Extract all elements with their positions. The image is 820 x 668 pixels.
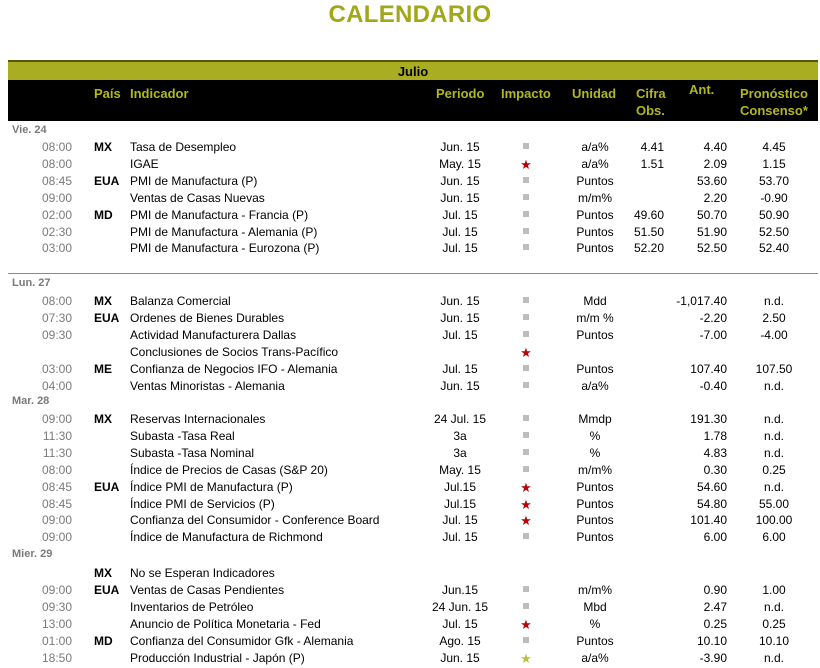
observed-value-cell: 52.20	[633, 241, 664, 256]
time-cell: 11:30	[42, 428, 72, 443]
previous-value-cell: 4.83	[703, 445, 727, 460]
impact-cell	[505, 599, 547, 616]
indicator-cell: Ventas de Casas Pendientes	[130, 582, 285, 597]
consensus-cell: 52.40	[758, 241, 790, 256]
consensus-cell: -4.00	[760, 327, 788, 342]
impact-cell	[505, 582, 547, 599]
table-row	[0, 496, 820, 513]
table-row	[0, 361, 820, 378]
table-row	[0, 650, 820, 667]
indicator-cell: Confianza de Negocios IFO - Alemania	[130, 361, 338, 376]
unit-cell: Puntos	[576, 173, 614, 188]
impact-cell	[505, 650, 547, 668]
unit-cell: Puntos	[576, 224, 614, 239]
consensus-cell: n.d.	[763, 378, 784, 393]
low-impact-square-icon	[523, 177, 529, 183]
time-cell: 08:45	[41, 173, 72, 188]
consensus-cell: 55.00	[758, 496, 790, 511]
previous-value-cell: 53.60	[696, 173, 727, 188]
unit-cell: Puntos	[576, 207, 614, 222]
header-periodo: Periodo	[436, 86, 485, 101]
country-cell: MX	[94, 294, 112, 308]
unit-cell: Puntos	[576, 361, 614, 376]
period-cell: Jul. 15	[442, 327, 478, 342]
previous-value-cell: 54.80	[696, 496, 727, 511]
period-cell: Jul. 15	[442, 616, 478, 631]
low-impact-square-icon	[523, 637, 529, 643]
time-cell: 03:00	[41, 361, 72, 376]
table-row	[0, 173, 820, 190]
indicator-cell: Anuncio de Política Monetaria - Fed	[130, 616, 321, 631]
consensus-cell: 107.50	[755, 361, 793, 376]
table-row	[0, 224, 820, 241]
observed-value-cell: 49.60	[633, 207, 664, 222]
unit-cell: Puntos	[576, 633, 614, 648]
consensus-cell: n.d.	[763, 650, 784, 665]
observed-value-cell: 1.51	[640, 156, 664, 171]
low-impact-square-icon	[523, 449, 529, 455]
impact-cell	[505, 139, 547, 156]
table-row	[0, 512, 820, 529]
header-impacto: Impacto	[501, 86, 551, 101]
indicator-cell: Balanza Comercial	[130, 294, 231, 308]
previous-value-cell: -1,017.40	[676, 294, 727, 308]
impact-cell	[505, 496, 547, 514]
consensus-cell: 50.90	[758, 207, 790, 222]
impact-cell	[505, 378, 547, 395]
day-label: Mier. 29	[12, 548, 53, 560]
indicator-cell: PMI de Manufactura - Alemania (P)	[130, 224, 318, 239]
period-cell: May. 15	[439, 156, 481, 171]
indicator-cell: Ventas Minoristas - Alemania	[130, 378, 285, 393]
table-row	[0, 310, 820, 327]
table-row	[0, 633, 820, 650]
high-impact-star-icon: ★	[520, 479, 532, 495]
time-cell: 18:50	[41, 650, 72, 665]
table-row	[0, 616, 820, 633]
previous-value-cell: 2.09	[703, 156, 727, 171]
indicator-cell: Inventarios de Petróleo	[130, 599, 254, 614]
period-cell: Jun. 15	[440, 140, 480, 154]
unit-cell: %	[589, 616, 601, 631]
country-cell: MX	[94, 412, 112, 426]
period-cell: Jul. 15	[442, 224, 478, 239]
period-cell: Jun. 15	[440, 190, 480, 205]
page-title: CALENDARIO	[328, 1, 492, 28]
impact-cell	[505, 633, 547, 650]
low-impact-square-icon	[523, 211, 529, 217]
previous-value-cell: 54.60	[696, 479, 727, 494]
consensus-cell: 4.45	[762, 140, 786, 154]
unit-cell: Puntos	[576, 496, 614, 511]
previous-value-cell: 10.10	[696, 633, 727, 648]
month-bar: Julio	[8, 60, 818, 82]
previous-value-cell: 107.40	[690, 361, 727, 376]
unit-cell: Puntos	[576, 327, 614, 342]
low-impact-square-icon	[523, 466, 529, 472]
impact-cell	[505, 207, 547, 224]
section-divider	[8, 273, 818, 274]
table-header	[8, 80, 818, 121]
low-impact-square-icon	[523, 228, 529, 234]
period-cell: Jul.15	[443, 479, 477, 494]
day-label: Vie. 24	[12, 124, 47, 136]
previous-value-cell: 6.00	[703, 530, 727, 545]
header-indicador: Indicador	[130, 86, 189, 101]
unit-cell: Puntos	[576, 479, 614, 494]
low-impact-square-icon	[523, 194, 529, 200]
country-cell: ME	[94, 361, 112, 376]
consensus-cell: n.d.	[763, 412, 784, 426]
indicator-cell: Actividad Manufacturera Dallas	[130, 327, 297, 342]
country-cell: EUA	[94, 173, 120, 188]
unit-cell: Puntos	[576, 530, 614, 545]
time-cell: 04:00	[41, 378, 72, 393]
table-row	[0, 207, 820, 224]
header-pronostico-line1: Pronóstico	[740, 86, 808, 101]
consensus-cell: 2.50	[762, 310, 786, 325]
table-row	[0, 582, 820, 599]
table-row	[0, 139, 820, 156]
indicator-cell: PMI de Manufactura (P)	[130, 173, 258, 188]
country-cell: MD	[94, 633, 113, 648]
period-cell: Jun.15	[441, 582, 479, 597]
impact-cell	[505, 173, 547, 190]
indicator-cell: Índice PMI de Manufactura (P)	[130, 479, 293, 494]
previous-value-cell: 52.50	[696, 241, 727, 256]
impact-cell	[505, 428, 547, 445]
high-impact-star-icon: ★	[520, 496, 532, 512]
high-impact-star-icon: ★	[520, 616, 532, 632]
low-impact-square-icon	[523, 415, 529, 421]
unit-cell: a/a%	[581, 156, 609, 171]
time-cell: 09:00	[41, 530, 72, 545]
time-cell: 09:00	[41, 513, 72, 528]
consensus-cell: 1.00	[762, 582, 786, 597]
unit-cell: m/m%	[578, 190, 612, 205]
day-label: Lun. 27	[12, 277, 51, 289]
table-row	[0, 565, 820, 582]
impact-cell	[505, 327, 547, 344]
table-row	[0, 529, 820, 546]
previous-value-cell: 0.90	[703, 582, 727, 597]
impact-cell	[505, 156, 547, 174]
consensus-cell: n.d.	[763, 294, 784, 308]
period-cell: Jul.15	[443, 496, 477, 511]
time-cell: 07:30	[41, 310, 72, 325]
impact-cell	[505, 616, 547, 634]
previous-value-cell: 50.70	[696, 207, 727, 222]
period-cell: 24 Jun. 15	[431, 599, 489, 614]
previous-value-cell: 1.78	[703, 428, 727, 443]
time-cell: 09:00	[41, 412, 72, 426]
indicator-cell: IGAE	[130, 156, 159, 171]
header-cifra-line2: Obs.	[636, 103, 665, 118]
indicator-cell: Índice PMI de Servicios (P)	[130, 496, 275, 511]
low-impact-square-icon	[523, 586, 529, 592]
indicator-cell: Producción Industrial - Japón (P)	[130, 650, 305, 665]
unit-cell: Puntos	[576, 513, 614, 528]
low-impact-square-icon	[523, 143, 529, 149]
table-row	[0, 479, 820, 496]
consensus-cell: n.d.	[763, 479, 784, 494]
consensus-cell: 10.10	[758, 633, 790, 648]
unit-cell: m/m%	[578, 582, 612, 597]
time-cell: 13:00	[41, 616, 72, 631]
table-row	[0, 293, 820, 310]
indicator-cell: Índice de Precios de Casas (S&P 20)	[130, 462, 328, 477]
previous-value-cell: -7.00	[699, 327, 727, 342]
time-cell: 08:45	[41, 479, 72, 494]
impact-cell	[505, 344, 547, 362]
impact-cell	[505, 479, 547, 497]
indicator-cell: PMI de Manufactura - Eurozona (P)	[130, 241, 320, 256]
unit-cell: m/m%	[578, 462, 612, 477]
previous-value-cell: 4.40	[703, 140, 727, 154]
low-impact-square-icon	[523, 244, 529, 250]
period-cell: Jul. 15	[442, 513, 478, 528]
unit-cell: Puntos	[576, 241, 614, 256]
impact-cell	[505, 529, 547, 546]
country-cell: EUA	[94, 582, 120, 597]
observed-value-cell: 51.50	[633, 224, 664, 239]
impact-cell	[505, 361, 547, 378]
table-row	[0, 445, 820, 462]
previous-value-cell: 2.47	[703, 599, 727, 614]
indicator-cell: Índice de Manufactura de Richmond	[130, 530, 323, 545]
consensus-cell: 100.00	[755, 513, 793, 528]
previous-value-cell: 0.25	[703, 616, 727, 631]
table-row	[0, 599, 820, 616]
unit-cell: a/a%	[581, 650, 609, 665]
country-cell: EUA	[94, 479, 120, 494]
period-cell: Jun. 15	[440, 294, 480, 308]
indicator-cell: PMI de Manufactura - Francia (P)	[130, 207, 309, 222]
table-row	[0, 156, 820, 173]
consensus-cell: -0.90	[760, 190, 788, 205]
high-impact-star-icon: ★	[520, 156, 532, 172]
consensus-cell: n.d.	[763, 599, 784, 614]
low-impact-square-icon	[523, 603, 529, 609]
period-cell: 3a	[453, 428, 467, 443]
table-row	[0, 240, 820, 257]
consensus-cell: 53.70	[758, 173, 790, 188]
country-cell: MD	[94, 207, 113, 222]
previous-value-cell: 191.30	[690, 412, 727, 426]
impact-cell	[505, 512, 547, 530]
time-cell: 08:00	[41, 156, 72, 171]
table-row	[0, 378, 820, 395]
impact-cell	[505, 224, 547, 241]
time-cell: 08:00	[41, 462, 72, 477]
previous-value-cell: 101.40	[690, 513, 727, 528]
period-cell: Jul. 15	[442, 530, 478, 545]
impact-cell	[505, 190, 547, 207]
indicator-cell: Conclusiones de Socios Trans-Pacífico	[130, 344, 339, 359]
indicator-cell: No se Esperan Indicadores	[130, 566, 275, 580]
impact-cell	[505, 445, 547, 462]
table-row	[0, 344, 820, 361]
consensus-cell: 0.25	[762, 462, 786, 477]
low-impact-square-icon	[523, 314, 529, 320]
header-ant: Ant.	[689, 82, 715, 97]
low-impact-square-icon	[523, 297, 529, 303]
time-cell: 08:00	[41, 140, 72, 154]
time-cell: 09:00	[41, 190, 72, 205]
impact-cell	[505, 411, 547, 428]
indicator-cell: Subasta -Tasa Real	[130, 428, 235, 443]
indicator-cell: Confianza del Consumidor Gfk - Alemania	[130, 633, 354, 648]
period-cell: Jul. 15	[442, 241, 478, 256]
header-cifra-line1: Cifra	[636, 86, 666, 101]
indicator-cell: Ventas de Casas Nuevas	[130, 190, 265, 205]
low-impact-square-icon	[523, 365, 529, 371]
indicator-cell: Reservas Internacionales	[130, 412, 266, 426]
time-cell: 09:00	[41, 582, 72, 597]
low-impact-square-icon	[523, 331, 529, 337]
consensus-cell: 1.15	[762, 156, 786, 171]
indicator-cell: Ordenes de Bienes Durables	[130, 310, 285, 325]
previous-value-cell: 51.90	[696, 224, 727, 239]
day-label: Mar. 28	[12, 395, 50, 407]
country-cell: MX	[94, 140, 112, 154]
time-cell: 09:30	[41, 327, 72, 342]
table-row	[0, 462, 820, 479]
low-impact-square-icon	[523, 382, 529, 388]
period-cell: 3a	[453, 445, 467, 460]
consensus-cell: n.d.	[763, 445, 784, 460]
period-cell: Jul. 15	[442, 207, 478, 222]
unit-cell: %	[589, 445, 601, 460]
time-cell: 01:00	[41, 633, 72, 648]
low-impact-square-icon	[523, 533, 529, 539]
period-cell: May. 15	[439, 462, 481, 477]
medium-impact-star-icon: ★	[520, 650, 532, 666]
previous-value-cell: 2.20	[703, 190, 727, 205]
country-cell: MX	[94, 566, 112, 580]
period-cell: Jun. 15	[440, 310, 480, 325]
time-cell: 02:30	[41, 224, 72, 239]
indicator-cell: Confianza del Consumidor - Conference Board	[130, 513, 380, 528]
country-cell: EUA	[94, 310, 120, 325]
time-cell: 03:00	[41, 241, 72, 256]
impact-cell	[505, 462, 547, 479]
observed-value-cell: 4.41	[640, 140, 664, 154]
period-cell: Jul. 15	[442, 361, 478, 376]
consensus-cell: 52.50	[758, 224, 790, 239]
header-unidad: Unidad	[572, 86, 617, 101]
indicator-cell: Subasta -Tasa Nominal	[130, 445, 255, 460]
header-pais: País	[94, 86, 121, 101]
consensus-cell: n.d.	[763, 428, 784, 443]
impact-cell	[505, 310, 547, 327]
high-impact-star-icon: ★	[520, 344, 532, 360]
time-cell: 08:00	[41, 294, 72, 308]
impact-cell	[505, 293, 547, 310]
low-impact-square-icon	[523, 432, 529, 438]
unit-cell: Mbd	[583, 599, 607, 614]
time-cell: 08:45	[41, 496, 72, 511]
period-cell: Jun. 15	[440, 173, 480, 188]
previous-value-cell: -3.90	[699, 650, 727, 665]
period-cell: Jun. 15	[440, 650, 480, 665]
time-cell: 09:30	[41, 599, 72, 614]
table-row	[0, 327, 820, 344]
consensus-cell: 0.25	[762, 616, 786, 631]
unit-cell: %	[589, 428, 601, 443]
previous-value-cell: -0.40	[699, 378, 727, 393]
table-row	[0, 428, 820, 445]
time-cell: 11:30	[42, 445, 72, 460]
unit-cell: a/a%	[581, 140, 609, 154]
impact-cell	[505, 240, 547, 257]
consensus-cell: 6.00	[762, 530, 786, 545]
period-cell: 24 Jul. 15	[433, 412, 487, 426]
table-row	[0, 190, 820, 207]
time-cell: 02:00	[41, 207, 72, 222]
high-impact-star-icon: ★	[520, 513, 532, 529]
indicator-cell: Tasa de Desempleo	[130, 140, 237, 154]
period-cell: Ago. 15	[439, 633, 481, 648]
unit-cell: m/m %	[576, 310, 614, 325]
previous-value-cell: -2.20	[699, 310, 727, 325]
period-cell: Jun. 15	[440, 378, 480, 393]
unit-cell: a/a%	[581, 378, 609, 393]
unit-cell: Mdd	[583, 294, 607, 308]
previous-value-cell: 0.30	[703, 462, 727, 477]
header-pronostico-line2: Consenso*	[740, 103, 808, 118]
unit-cell: Mmdp	[578, 412, 612, 426]
table-row	[0, 411, 820, 428]
